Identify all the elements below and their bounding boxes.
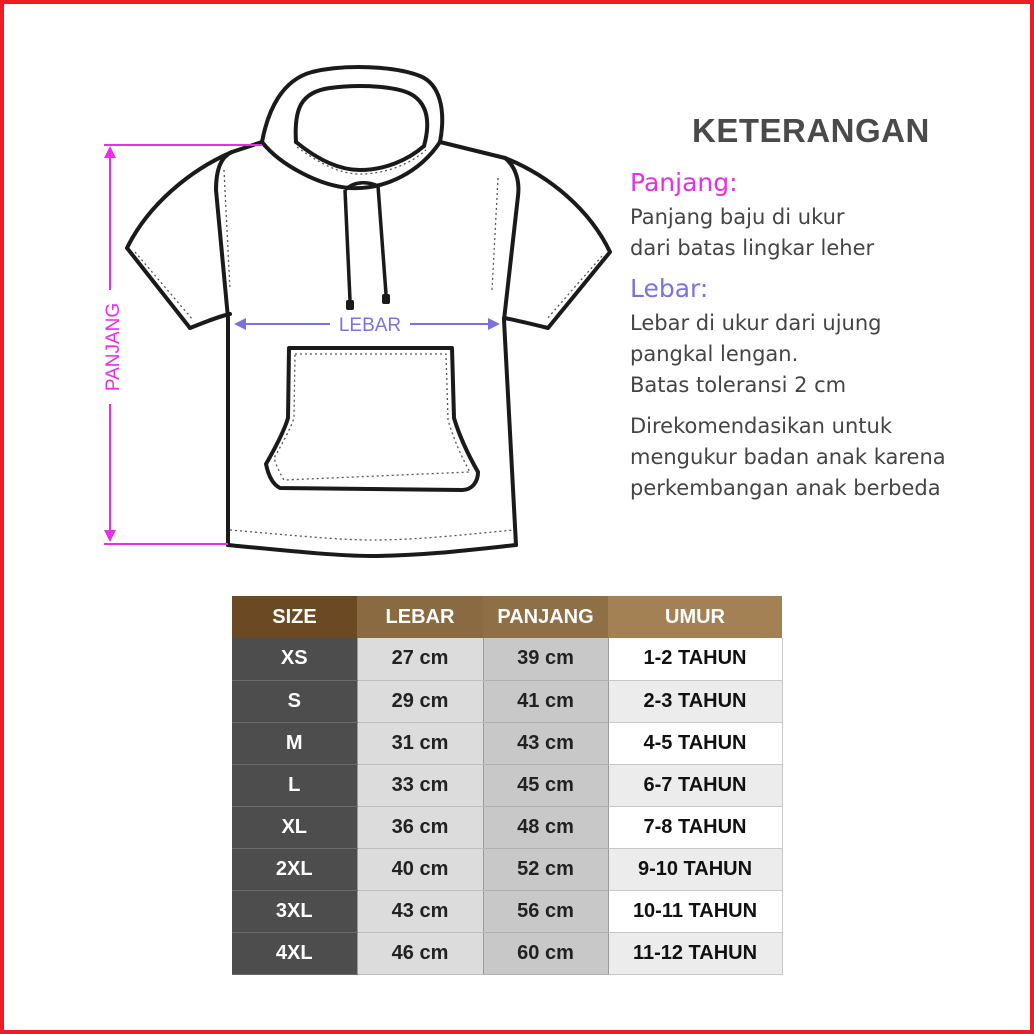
table-row (232, 722, 782, 764)
umur-cell: 4-5 TAHUN (608, 722, 782, 764)
panjang-description: Panjang baju di ukur dari batas lingkar leher (630, 205, 875, 260)
panjang-cell: 45 cm (483, 764, 608, 806)
hood-opening (296, 86, 428, 146)
body-left (216, 142, 262, 545)
size-cell: 3XL (232, 890, 357, 932)
table-row (232, 932, 782, 974)
umur-cell: 10-11 TAHUN (608, 890, 782, 932)
lebar-cell: 36 cm (357, 806, 483, 848)
hoodie-diagram (95, 60, 625, 570)
panjang-cell: 41 cm (483, 680, 608, 722)
size-chart-table (232, 596, 783, 975)
umur-cell: 7-8 TAHUN (608, 806, 782, 848)
header-lebar: LEBAR (357, 596, 483, 638)
size-cell: L (232, 764, 357, 806)
body-right (440, 142, 518, 545)
panjang-cell: 48 cm (483, 806, 608, 848)
size-cell: 2XL (232, 848, 357, 890)
umur-cell: 1-2 TAHUN (608, 638, 782, 680)
panjang-heading: Panjang: (630, 168, 738, 197)
lebar-cell: 40 cm (357, 848, 483, 890)
keterangan-panel (630, 112, 1020, 504)
umur-cell: 6-7 TAHUN (608, 764, 782, 806)
lebar-cell: 27 cm (357, 638, 483, 680)
lebar-cell: 46 cm (357, 932, 483, 974)
hood-collar (262, 142, 440, 188)
table-row (232, 890, 782, 932)
panjang-cell: 43 cm (483, 722, 608, 764)
table-row (232, 806, 782, 848)
panjang-measure-line (104, 145, 262, 544)
size-cell: S (232, 680, 357, 722)
header-panjang: PANJANG (483, 596, 608, 638)
hem (228, 545, 516, 556)
table-row (232, 680, 782, 722)
table-header-row (232, 596, 782, 638)
umur-cell: 9-10 TAHUN (608, 848, 782, 890)
table-row (232, 638, 782, 680)
panjang-cell: 60 cm (483, 932, 608, 974)
hood-outline (262, 67, 442, 142)
umur-cell: 2-3 TAHUN (608, 680, 782, 722)
lebar-cell: 31 cm (357, 722, 483, 764)
table-row (232, 848, 782, 890)
size-cell: M (232, 722, 357, 764)
lebar-cell: 29 cm (357, 680, 483, 722)
lebar-cell: 33 cm (357, 764, 483, 806)
table-row (232, 764, 782, 806)
lebar-diagram-label: LEBAR (338, 315, 402, 336)
lebar-description: Lebar di ukur dari ujung pangkal lengan. Batas toleransi 2 cm (630, 311, 882, 397)
panjang-cell: 56 cm (483, 890, 608, 932)
umur-cell: 11-12 TAHUN (608, 932, 782, 974)
panjang-cell: 52 cm (483, 848, 608, 890)
header-umur: UMUR (608, 596, 782, 638)
lebar-heading: Lebar: (630, 274, 709, 303)
size-cell: XL (232, 806, 357, 848)
recommendation-note: Direkomendasikan untuk mengukur badan anak karena perkembangan anak berbeda (630, 414, 946, 500)
size-cell: 4XL (232, 932, 357, 974)
header-size: SIZE (232, 596, 357, 638)
panjang-diagram-label: PANJANG (103, 302, 124, 392)
panjang-cell: 39 cm (483, 638, 608, 680)
size-cell: XS (232, 638, 357, 680)
lebar-cell: 43 cm (357, 890, 483, 932)
keterangan-title: KETERANGAN (692, 112, 930, 149)
